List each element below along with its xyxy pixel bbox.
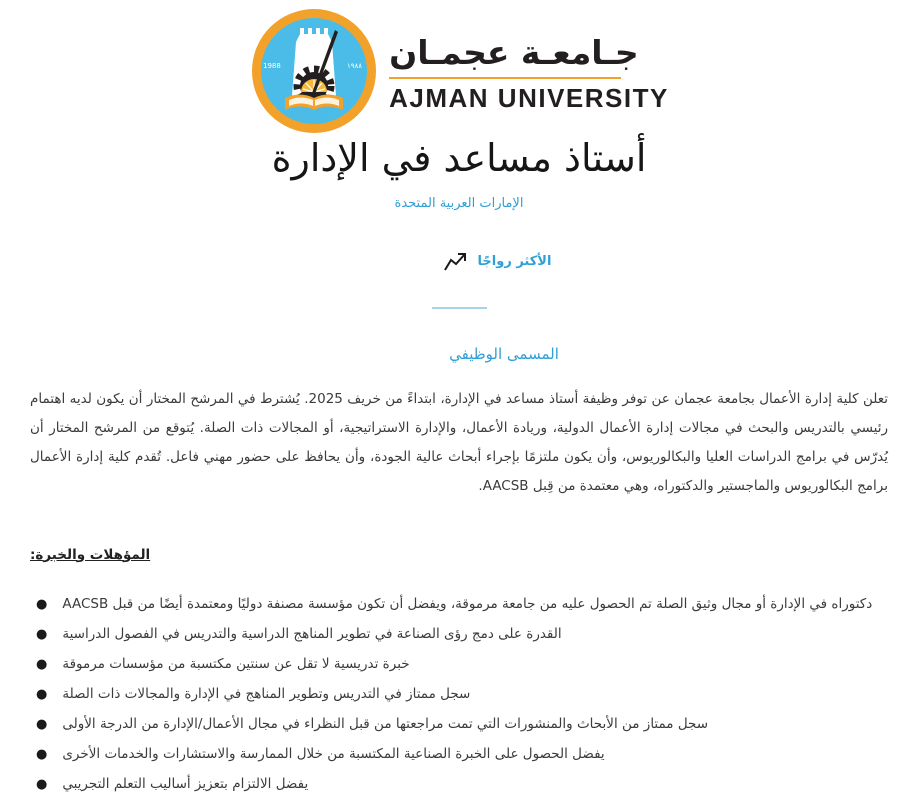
trending-badge[interactable] bbox=[68, 251, 918, 273]
bullet-icon: ● bbox=[36, 686, 48, 702]
trending-up-icon bbox=[443, 251, 469, 273]
list-item bbox=[30, 657, 888, 672]
page-title: أستاذ مساعد في الإدارة bbox=[271, 136, 647, 180]
list-item-text: خبرة تدريسية لا تقل عن سنتين مكتسبة من مؤسسات مرموقة bbox=[62, 655, 410, 672]
list-item bbox=[30, 717, 888, 732]
job-description-heading: المسمى الوظيفي bbox=[449, 344, 559, 363]
qualifications-heading: المؤهلات والخبرة: bbox=[30, 546, 151, 563]
location-link[interactable]: الإمارات العربية المتحدة bbox=[394, 195, 524, 211]
trending-label: الأكثر رواجًا bbox=[477, 254, 552, 270]
list-item bbox=[30, 597, 888, 612]
list-item-text: يفضل الالتزام بتعزيز أساليب التعلم التجريبي bbox=[62, 775, 309, 792]
bullet-icon: ● bbox=[36, 776, 48, 792]
logo-year-left: 1988 bbox=[263, 62, 281, 70]
list-item-text: يفضل الحصول على الخبرة الصناعية المكتسبة من خلال الممارسة والاستشارات والخدمات الأخرى bbox=[62, 745, 605, 762]
wordmark-divider bbox=[389, 77, 621, 79]
university-name-english: AJMAN UNIVERSITY bbox=[389, 82, 669, 113]
list-item-text: سجل ممتاز من الأبحاث والمنشورات التي تمت مراجعتها من قبل النظراء في مجال الأعمال/الإدارة من الدرجة الأولى bbox=[62, 715, 709, 732]
university-wordmark bbox=[389, 28, 669, 113]
university-brand bbox=[30, 8, 888, 134]
job-description-text: تعلن كلية إدارة الأعمال بجامعة عجمان عن توفر وظيفة أستاذ مساعد في الإدارة، ابتداءً من خريف 2025. يُشترط في المرشح المختار أن يكون لديه اهتمام رئيسي بالتدريس والبحث في مجالات إدارة الأعمال الدولية، وريادة الأعمال، والإدارة الاستراتيجية، أو المجالات ذات الصلة. يُتوقع من المرشح المختار أن يُدرّس في برامج الدراسات العليا والبكالوريوس، وأن يكون ملتزمًا بإجراء أبحاث عالية الجودة، وأن يحافظ على حضور مهني فاعل. تُقدم كلية إدارة الأعمال برامج البكالوريوس والماجستير والدكتوراه، وهي معتمدة من قِبل AACSB. bbox=[30, 390, 888, 494]
bullet-icon: ● bbox=[36, 746, 48, 762]
bullet-icon: ● bbox=[36, 626, 48, 642]
list-item bbox=[30, 687, 888, 702]
list-item bbox=[30, 627, 888, 642]
university-name-arabic: جـامعـة عجمـان bbox=[389, 33, 639, 73]
ajman-university-logo-icon bbox=[249, 8, 379, 134]
bullet-icon: ● bbox=[36, 656, 48, 672]
list-item-text: سجل ممتاز في التدريس وتطوير المناهج في الإدارة والمجالات ذات الصلة bbox=[62, 685, 471, 702]
logo-year-right: ١٩٨٨ bbox=[347, 62, 363, 70]
section-divider bbox=[432, 307, 487, 309]
list-item bbox=[30, 747, 888, 762]
list-item-text: دكتوراه في الإدارة أو مجال وثيق الصلة تم الحصول عليه من جامعة مرموقة، ويفضل أن تكون مؤسسة مصنفة دوليًا ومعتمدة أيضًا من قبل AACSB bbox=[62, 595, 873, 612]
list-item bbox=[30, 777, 888, 792]
bullet-icon: ● bbox=[36, 716, 48, 732]
list-item-text: القدرة على دمج رؤى الصناعة في تطوير المناهج الدراسية والتدريس في الفصول الدراسية bbox=[62, 625, 562, 642]
bullet-icon: ● bbox=[36, 596, 48, 612]
qualifications-list bbox=[30, 597, 888, 792]
